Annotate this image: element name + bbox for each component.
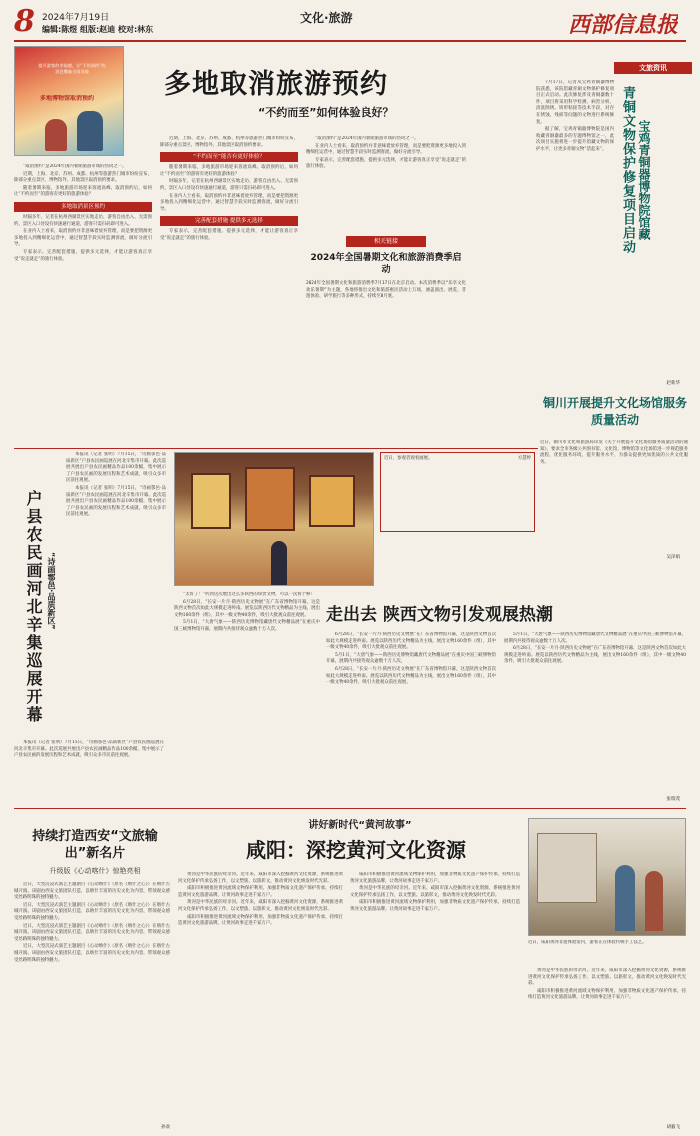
huxian-photo — [174, 452, 374, 586]
jingdian-body-4: 近日，大型沉浸式演艺主题剧目《心动喀什》（原名《喀什之心》）在喀什古城开演。该剧由西安文旅团队打造，以喀什丰富的历史文化为内容，带领观众感受丝路明珠的独特魅力。 — [14, 944, 170, 963]
lead-col-2 — [160, 136, 298, 384]
huxian-caption-author: 方慧婷 — [517, 456, 531, 461]
xianyang-body-5: 咸阳市积极推进黄河流域文物保护利用，加强非物质文化遗产保护传承，持续打造黄河文化旅游品牌，让黄河故事走进千家万户。 — [350, 872, 520, 884]
photo-painting-2 — [245, 467, 295, 531]
photo-person-1 — [615, 865, 635, 931]
xianyang-body-7: 咸阳市积极推进黄河流域文物保护利用，加强非物质文化遗产保护传承，持续打造黄河文化旅游品牌，让黄河故事走进千家万户。 — [350, 900, 520, 912]
related-link-body: 2024年全国暑期文化和旅游消费季7月17日在北京启动。本次消费季以“乐享文化 欢乐暑期”为主题，各地将推出文化和旅游惠民活动上万场，涵盖演出、展览、非遗体验、研学旅行等多种形式，持续至8月底。 — [306, 281, 466, 300]
jingdian-body — [14, 882, 170, 1122]
photo-visitor — [271, 541, 287, 585]
xianyang-author: 胡毅飞 — [666, 1125, 680, 1130]
related-link-box — [306, 236, 466, 436]
related-link-title: 2024年全国暑期文化和旅游消费季启动 — [310, 253, 462, 275]
jingdian-body-3: 近日，大型沉浸式演艺主题剧目《心动喀什》（原名《喀什之心》）在喀什古城开演。该剧由西安文旅团队打造，以喀什丰富的历史文化为内容，带领观众感受丝路明珠的独特魅力。 — [14, 923, 170, 942]
lead-para-4b: 时隔多年，记者在杭州西湖景区实地走访，游客自由出入、无需预约，景区入口处设有快速通行通道，游客只需扫码即可进入。 — [160, 179, 298, 191]
jingdian-author: 孙欢 — [161, 1125, 170, 1130]
huxian-body-3: 本报讯（记者 张明）7月15日，“诗画鄠邑·品质新区”户县农民画巡展在河北辛集市开幕。此次巡展共展出户县农民画精品作品100余幅，集中展示了户县农民画的发展历程和艺术成就，吸引众多市民前往观展。 — [14, 740, 164, 759]
sidebar-body-1: 7月17日，记者从宝鸡青铜器博物院获悉，该院馆藏青铜文物保护修复项目正式启动。此次修复涉及青铜器数十件，项目将采用科学检测、病害分析、清洗除锈、矫形粘接等技术手段，对存在锈蚀、残损等问题的文物进行系统修复。 — [536, 80, 614, 125]
xianyang-photo — [528, 818, 686, 936]
xianyang-body-3: 黄河是中华民族的母亲河。近年来，咸阳市深入挖掘黄河文化资源，系统推进黄河文化保护传承弘扬工作，以文塑旅、以旅彰文，推动黄河文化焕发时代光彩。 — [178, 900, 343, 912]
huxian-body-2: 本报讯（记者 张明）7月15日，“诗画鄠邑·品质新区”户县农民画巡展在河北辛集市开幕。此次巡展共展出户县农民画精品作品100余幅，集中展示了户县农民画的发展历程和艺术成就，吸引众多市民前往观展。 — [66, 485, 166, 518]
paper-logo: 西部信息报 — [568, 12, 679, 38]
jingdian-body-2: 近日，大型沉浸式演艺主题剧目《心动喀什》（原名《喀什之心》）在喀什古城开演。该剧由西安文旅团队打造，以喀什丰富的历史文化为内容，带领观众感受丝路明珠的独特魅力。 — [14, 902, 170, 921]
shanxi-body-b: 5月1日，“大唐气象——陕西历史博物馆藏唐代文物精品展”在重庆中国三峡博物馆开幕，展期内共接待观众逾数十万人次。 — [174, 620, 320, 632]
poster-figure-2 — [45, 119, 67, 151]
related-link-banner: 相关链接 — [346, 236, 426, 247]
lead-para-5c: 在业内人士看来，取消预约并非意味着放弃管理，而是要把资源更多地投入到精细化运营中，通过智慧手段实时监测客流，做好分流引导。 — [306, 143, 466, 156]
date-line: 2024年7月19日 — [42, 13, 110, 23]
xianyang-caption: 近日，咸阳黄河非遗体验馆内，游客正在体验传统手工技艺。 — [528, 940, 647, 945]
shanxi-body-5: 6月28日，“长安一片月·陕西历史文物展”在广东省博物馆开幕，这是陕西文物首次如此大规模走进岭南。展览以陕西历代文物精品为主线，展出文物160余件（组），其中一级文物40余件，吸引大批观众前往观展。 — [504, 646, 686, 665]
editors-line: 编辑:陈煜 组版:赵迪 校对:林东 — [42, 25, 154, 34]
lead-para-6b: 专家表示，完善配套措施、提供多元选择，才能让游客真正享受“说走就走”的旅行体验。 — [160, 229, 298, 241]
sidebar-headline: 青铜文物保护修复项目启动 — [620, 86, 635, 254]
shanxi-col-2 — [504, 632, 686, 792]
shanxi-author: 张瑞茂 — [666, 797, 680, 802]
huxian-body-1: 本报讯（记者 张明）7月15日，“诗画鄠邑·品质新区”户县农民画巡展在河北辛集市开幕。此次巡展共展出户县农民画精品作品100余幅，集中展示了户县农民画的发展历程和艺术成就，吸引众多市民前往观展。 — [66, 452, 166, 484]
lead-para-2b: 近期，上海、北京、苏州、成都、杭州等旅游热门城市纷纷宣布，除部分重点景区、博物馆外，其他景区取消预约要求。 — [160, 136, 298, 148]
section-name: 文化·旅游 — [300, 11, 353, 25]
xianyang-col-1 — [178, 872, 343, 1128]
xianyang-title: 咸阳：深挖黄河文化资源 — [246, 838, 466, 862]
xianyang-body-4: 咸阳市积极推进黄河流域文物保护利用，加强非物质文化遗产保护传承，持续打造黄河文化旅游品牌，让黄河故事走进千家万户。 — [178, 914, 343, 927]
lead-para-3b: 随着暑期来临，多地旅游市场迎来客流高峰。取消预约后，如何让“不约而至”的游客有更好的旅游体验？ — [160, 165, 298, 177]
divider-1 — [14, 448, 538, 449]
poster-figure — [77, 111, 103, 151]
sidebar-author-2: 吴泽娟 — [666, 555, 680, 560]
lead-para-2: 近期，上海、北京、苏州、成都、杭州等旅游热门城市纷纷宣布，除部分重点景区、博物馆外，其他景区取消预约要求。 — [14, 171, 152, 184]
lead-poster — [14, 46, 124, 156]
jingdian-subtitle: 升级版《心动喀什》惊艳亮相 — [49, 867, 141, 875]
poster-caption: 多地博物馆取消预约 — [39, 95, 94, 102]
xianyang-body-1: 黄河是中华民族的母亲河。近年来，咸阳市深入挖掘黄河文化资源，系统推进黄河文化保护传承弘扬工作，以文塑旅、以旅彰文，推动黄河文化焕发时代光彩。 — [178, 872, 343, 884]
jingdian-body-1: 近日，大型沉浸式演艺主题剧目《心动喀什》（原名《喀什之心》）在喀什古城开演。该剧由西安文旅团队打造，以喀什丰富的历史文化为内容，带领观众感受丝路明珠的独特魅力。 — [14, 882, 170, 901]
shanxi-body-2: 5月1日，“大唐气象——陕西历史博物馆藏唐代文物精品展”在重庆中国三峡博物馆开幕，展期内共接待观众逾数十万人次。 — [326, 652, 496, 665]
lead-subhead-3: 完善配套措施 提供多元选择 — [160, 216, 298, 226]
lead-para-5: 在业内人士看来，取消预约并非意味着放弃管理，而是要把资源更多地投入到精细化运营中，通过智慧手段实时监测客流，做好分流引导。 — [14, 229, 152, 248]
lead-para-3: 随着暑期来临，多地旅游市场迎来客流高峰。取消预约后，如何让“不约而至”的游客有更好的旅游体验？ — [14, 185, 152, 198]
xianyang-col-2 — [350, 872, 520, 1128]
lead-story — [14, 46, 614, 446]
lead-para-5b: 在业内人士看来，取消预约并非意味着放弃管理，而是要把资源更多地投入到精细化运营中，通过智慧手段实时监测客流，做好分流引导。 — [160, 193, 298, 212]
huxian-body-col2 — [14, 740, 164, 810]
photo-painting-1 — [191, 473, 231, 529]
xianyang-body-9: 咸阳市积极推进黄河流域文物保护利用，加强非物质文化遗产保护传承，持续打造黄河文化旅游品牌，让黄河故事走进千家万户。 — [528, 988, 686, 1001]
lead-para-6: 专家表示，完善配套措施、提供多元选择，才能让游客真正享受“说走就走”的旅行体验。 — [14, 249, 152, 262]
sidebar-body-3: 近日，铜川市文化和旅游局印发《关于开展提升文化场馆服务质量活动的通知》，要求全市各级公共图书馆、文化馆、博物馆等文化场馆进一步规范服务流程，优化服务环境，提升服务水平，为群众提供更加优质的公共文化服务。 — [540, 440, 688, 465]
shanxi-title: 走出去 陕西文物引发观展热潮 — [326, 605, 553, 625]
lead-subtitle: “不约而至”如何体验良好？ — [258, 106, 394, 119]
photo-shelf — [537, 833, 597, 903]
huxian-caption — [380, 452, 535, 532]
lead-col-1 — [14, 164, 152, 446]
xianyang-col-3 — [528, 968, 686, 1118]
shanxi-body-1: 6月28日，“长安一片月·陕西历史文物展”在广东省博物馆开幕，这是陕西文物首次如此大规模走进岭南。展览以陕西历代文物精品为主线，展出文物160余件（组），其中一级文物40余件，吸引大批观众前往观展。 — [326, 632, 496, 651]
lead-para-6c: 专家表示，完善配套措施、提供多元选择，才能让游客真正享受“说走就走”的旅行体验。 — [306, 157, 466, 170]
sidebar-tag: 文旅资讯 — [614, 62, 692, 74]
huxian-title: 户县农民画河北辛集巡展开幕 — [24, 490, 43, 724]
xianyang-body-2: 咸阳市积极推进黄河流域文物保护利用，加强非物质文化遗产保护传承，持续打造黄河文化旅游品牌，让黄河故事走进千家万户。 — [178, 886, 343, 898]
photo-person-2 — [645, 871, 663, 931]
xianyang-body-6: 黄河是中华民族的母亲河。近年来，咸阳市深入挖掘黄河文化资源，系统推进黄河文化保护传承弘扬工作，以文塑旅、以旅彰文，推动黄河文化焕发时代光彩。 — [350, 886, 520, 898]
shanxi-body-3: 6月28日，“长安一片月·陕西历史文物展”在广东省博物馆开幕，这是陕西文物首次如此大规模走进岭南。展览以陕西历代文物精品为主线，展出文物160余件（组），其中一级文物40余件，吸引大批观众前往观展。 — [326, 666, 496, 686]
huxian-body — [66, 452, 166, 782]
sidebar-body-2: 据了解，宝鸡青铜器博物院是国内收藏青铜器最多的专题博物馆之一，此次项目实施将进一步提升馆藏文物的保护水平，让更多青铜文物“活起来”。 — [536, 127, 614, 152]
jingdian-title: 持续打造西安“文旅输出”新名片 — [32, 829, 158, 861]
huxian-caption-text: 近日，参观者观看画展。 — [384, 456, 433, 461]
sidebar-headline-2: 铜川开展提升文化场馆服务质量活动 — [542, 396, 687, 427]
poster-text: 提升游客的幸福感，让“不用预约”的消息撒遍全国各地 — [38, 63, 106, 74]
lead-subhead-2: “不约而至”能否有更好体验？ — [160, 152, 298, 162]
lead-para-4: 时隔多年，记者在杭州西湖景区实地走访，游客自由出入、无需预约，景区入口处设有快速通行通道，游客只需扫码即可进入。 — [14, 214, 152, 227]
xianyang-body-8: 黄河是中华民族的母亲河。近年来，咸阳市深入挖掘黄河文化资源，系统推进黄河文化保护传承弘扬工作，以文塑旅、以旅彰文，推动黄河文化焕发时代光彩。 — [528, 968, 686, 987]
lead-para-1: “取消预约”是2024年国内暑期旅游市场的热词之一。 — [23, 164, 127, 169]
shanxi-body-a: 6月28日，“长安一片月·陕西历史文物展”在广东省博物馆开幕，这是陕西文物首次如此大规模走进岭南。展览以陕西历代文物精品为主线，展出文物160余件（组），其中一级文物40余件，吸引大批观众前往观展。 — [174, 599, 320, 618]
lead-subhead-1: 多地取消景区预约 — [14, 202, 152, 212]
xianyang-kicker: 讲好新时代“黄河故事” — [308, 820, 412, 831]
shanxi-quote-text: “太好了！”听到这次展出这么多陕西的珍贵文物，可以一次看个够！ — [183, 592, 315, 597]
masthead-rule — [14, 40, 686, 42]
sidebar-subhead: 宝鸡青铜器博物院馆藏 — [637, 120, 651, 240]
lead-para-1c: “取消预约”是2024年国内暑期旅游市场的热词之一。 — [315, 136, 419, 141]
shanxi-body-4: 5月1日，“大唐气象——陕西历史博物馆藏唐代文物精品展”在重庆中国三峡博物馆开幕，展期内共接待观众逾数十万人次。 — [504, 632, 686, 644]
shanxi-col-1 — [326, 632, 496, 802]
photo-painting-3 — [309, 475, 355, 527]
shanxi-quote — [174, 592, 320, 802]
sidebar-body — [536, 80, 614, 380]
huxian-subtitle: “诗画鄠邑·品质新区” — [47, 552, 56, 630]
sidebar-author-1: 赵新华 — [666, 381, 680, 386]
page-number: 8 — [14, 4, 35, 39]
lead-title: 多地取消旅游预约 — [164, 69, 388, 100]
divider-2 — [14, 808, 686, 809]
